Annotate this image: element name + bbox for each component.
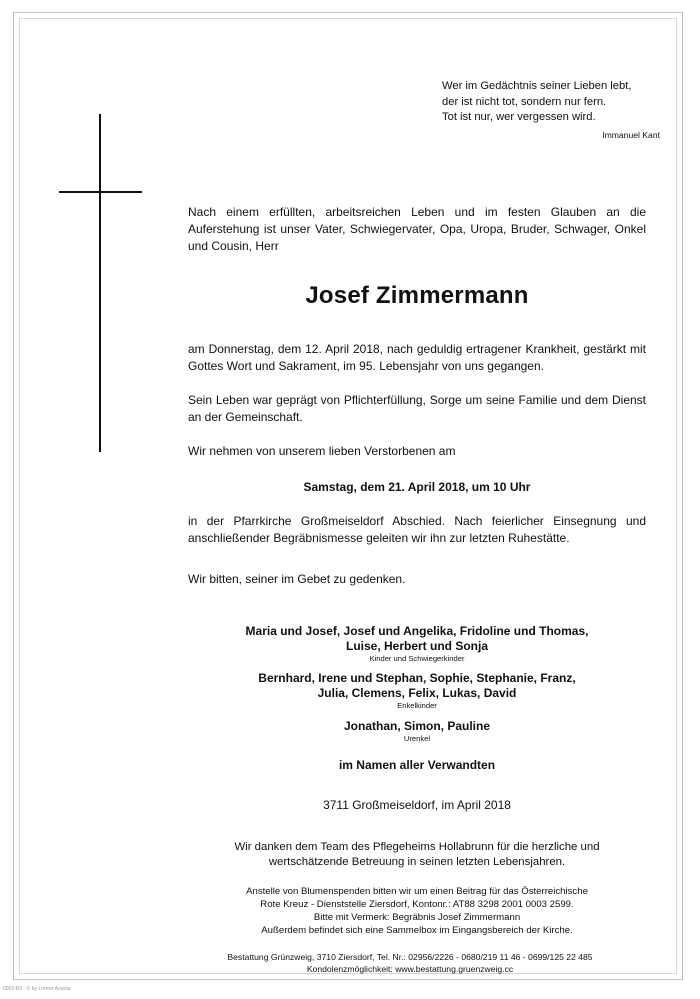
deceased-name: Josef Zimmermann bbox=[305, 282, 529, 309]
prayer-text: Wir bitten, seiner im Gebet zu gedenken. bbox=[188, 572, 406, 586]
mourner-names: Maria und Josef, Josef und Angelika, Fridoline und Thomas, bbox=[245, 624, 589, 638]
cross-icon-vertical bbox=[99, 114, 101, 452]
death-notice: am Donnerstag, dem 12. April 2018, nach geduldig ertragener Krankheit, gestärkt mit Gottes Wort und Sakrament, im 95. Lebensjahr von uns gegangen. bbox=[188, 342, 646, 373]
undertaker-line: Bestattung Grünzweig, 3710 Ziersdorf, Tel. Nr.: 02956/2226 - 0680/219 11 46 - 0699/125 22 485 bbox=[227, 952, 593, 962]
mourner-relation: Urenkel bbox=[403, 734, 431, 743]
ceremony-text: in der Pfarrkirche Großmeiseldorf Abschied. Nach feierlicher Einsegnung und anschließender Begräbnismesse geleiten wir ihn zur letzten Ruhestätte. bbox=[188, 514, 646, 545]
life-description: Sein Leben war geprägt von Pflichterfüllung, Sorge um seine Familie und dem Dienst an der Gemeinschaft. bbox=[188, 393, 646, 424]
donation-line: Anstelle von Blumenspenden bitten wir um einen Beitrag für das Österreichische bbox=[246, 886, 588, 897]
relatives-line: im Namen aller Verwandten bbox=[338, 758, 496, 772]
place-date: 3711 Großmeiseldorf, im April 2018 bbox=[323, 798, 511, 812]
thanks-text bbox=[188, 840, 646, 870]
mourners-grandchildren bbox=[188, 671, 646, 711]
donation-line: Rote Kreuz - Dienststelle Ziersdorf, Kontonr.: AT88 3298 2001 0003 2599. bbox=[260, 899, 574, 910]
quote bbox=[442, 79, 662, 126]
page-border-inner bbox=[19, 18, 677, 974]
mourners-children bbox=[188, 624, 646, 664]
undertaker-website: Kondolenzmöglichkeit: www.bestattung.gruenzweig.cc bbox=[306, 964, 514, 974]
mourner-names: Jonathan, Simon, Pauline bbox=[343, 719, 491, 733]
mourner-names: Luise, Herbert und Sonja bbox=[345, 639, 489, 653]
quote-line: Tot ist nur, wer vergessen wird. bbox=[442, 111, 596, 123]
cross-icon-horizontal bbox=[59, 191, 142, 193]
funeral-date: Samstag, dem 21. April 2018, um 10 Uhr bbox=[303, 480, 531, 494]
quote-line: Wer im Gedächtnis seiner Lieben lebt, bbox=[442, 80, 632, 92]
donation-line: Bitte mit Vermerk: Begräbnis Josef Zimmermann bbox=[313, 912, 521, 923]
mourner-relation: Enkelkinder bbox=[397, 701, 437, 710]
thanks-line: Wir danken dem Team des Pflegeheims Hollabrunn für die herzliche und bbox=[234, 841, 600, 853]
mourner-names: Julia, Clemens, Felix, Lukas, David bbox=[317, 686, 517, 700]
undertaker-info bbox=[160, 951, 660, 975]
donation-text bbox=[188, 885, 646, 937]
print-code: 0002-R3 · © by Lorenz Austria bbox=[3, 986, 71, 992]
mourner-relation: Kinder und Schwiegerkinder bbox=[369, 654, 465, 663]
intro-text: Nach einem erfüllten, arbeitsreichen Leben und im festen Glauben an die Auferstehung ist unser Vater, Schwiegervater, Opa, Uropa, Bruder, Schwager, Onkel und Cousin, Herr bbox=[188, 205, 646, 253]
donation-line: Außerdem befindet sich eine Sammelbox im Eingangsbereich der Kirche. bbox=[261, 925, 573, 936]
mourners-great-grandchildren bbox=[188, 719, 646, 744]
quote-author: Immanuel Kant bbox=[602, 130, 660, 140]
mourner-names: Bernhard, Irene und Stephan, Sophie, Stephanie, Franz, bbox=[258, 671, 576, 685]
farewell-intro: Wir nehmen von unserem lieben Verstorbenen am bbox=[188, 444, 456, 458]
thanks-line: wertschätzende Betreuung in seinen letzten Lebensjahren. bbox=[268, 856, 566, 868]
quote-line: der ist nicht tot, sondern nur fern. bbox=[442, 95, 607, 108]
